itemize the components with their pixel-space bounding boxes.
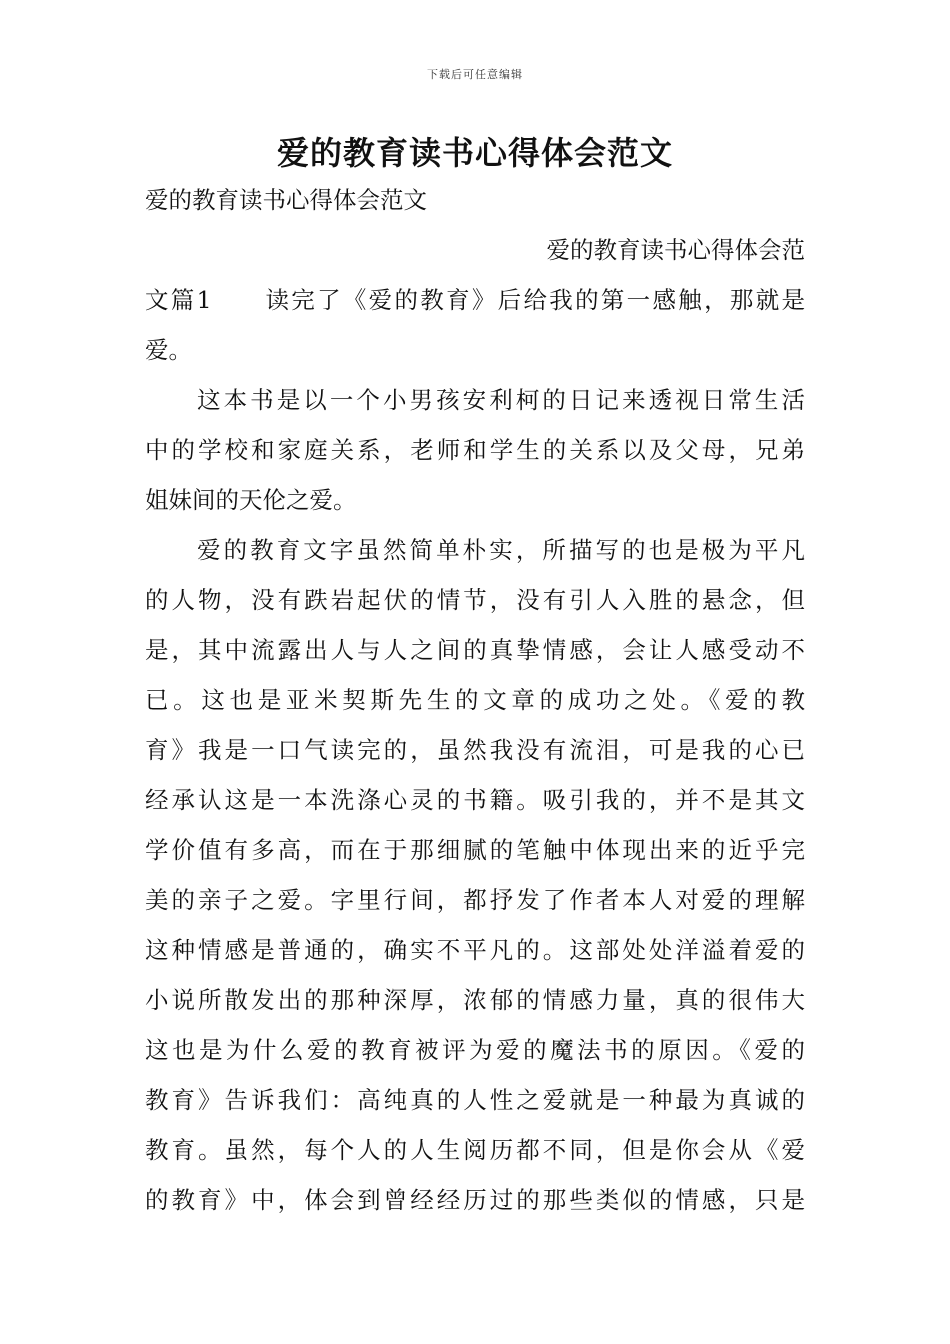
body-line: 爱。 <box>145 336 192 364</box>
body-line: 这种情感是普通的，确实不平凡的。这部处处洋溢着爱的 <box>145 936 805 964</box>
body-line: 教育》告诉我们：高纯真的人性之爱就是一种最为真诚的 <box>145 1086 805 1114</box>
body-line: 中的学校和家庭关系，老师和学生的关系以及父母，兄弟 <box>145 436 805 464</box>
body-line: 学价值有多高，而在于那细腻的笔触中体现出来的近乎完 <box>145 836 805 864</box>
body-line: 爱的教育读书心得体会范 <box>546 236 805 264</box>
header-note: 下载后可任意编辑 <box>427 68 523 81</box>
body-line: 的教育》中，体会到曾经经历过的那些类似的情感，只是 <box>145 1186 805 1214</box>
body-line: 的人物，没有跌岩起伏的情节，没有引人入胜的悬念，但 <box>145 586 805 614</box>
body-line: 已。这也是亚米契斯先生的文章的成功之处。《爱的教 <box>145 686 805 714</box>
body-line: 爱的教育文字虽然简单朴实，所描写的也是极为平凡 <box>197 536 805 564</box>
body-line: 姐妹间的天伦之爱。 <box>145 486 357 514</box>
body-line: 经承认这是一本洗涤心灵的书籍。吸引我的，并不是其文 <box>145 786 805 814</box>
body-line: 小说所散发出的那种深厚，浓郁的情感力量，真的很伟大 <box>145 986 805 1014</box>
body-line: 这也是为什么爱的教育被评为爱的魔法书的原因。《爱的 <box>145 1036 805 1064</box>
body-line: 教育。虽然，每个人的人生阅历都不同，但是你会从《爱 <box>145 1136 805 1164</box>
body-line: 这本书是以一个小男孩安利柯的日记来透视日常生活 <box>197 386 805 414</box>
body-line: 文篇1 读完了《爱的教育》后给我的第一感触，那就是 <box>145 286 805 314</box>
subtitle-line: 爱的教育读书心得体会范文 <box>145 186 427 214</box>
body-line: 育》我是一口气读完的，虽然我没有流泪，可是我的心已 <box>145 736 805 764</box>
document-title: 爱的教育读书心得体会范文 <box>276 134 673 172</box>
body-line: 美的亲子之爱。字里行间，都抒发了作者本人对爱的理解 <box>145 886 805 914</box>
body-line: 是，其中流露出人与人之间的真挚情感，会让人感受动不 <box>145 636 805 664</box>
